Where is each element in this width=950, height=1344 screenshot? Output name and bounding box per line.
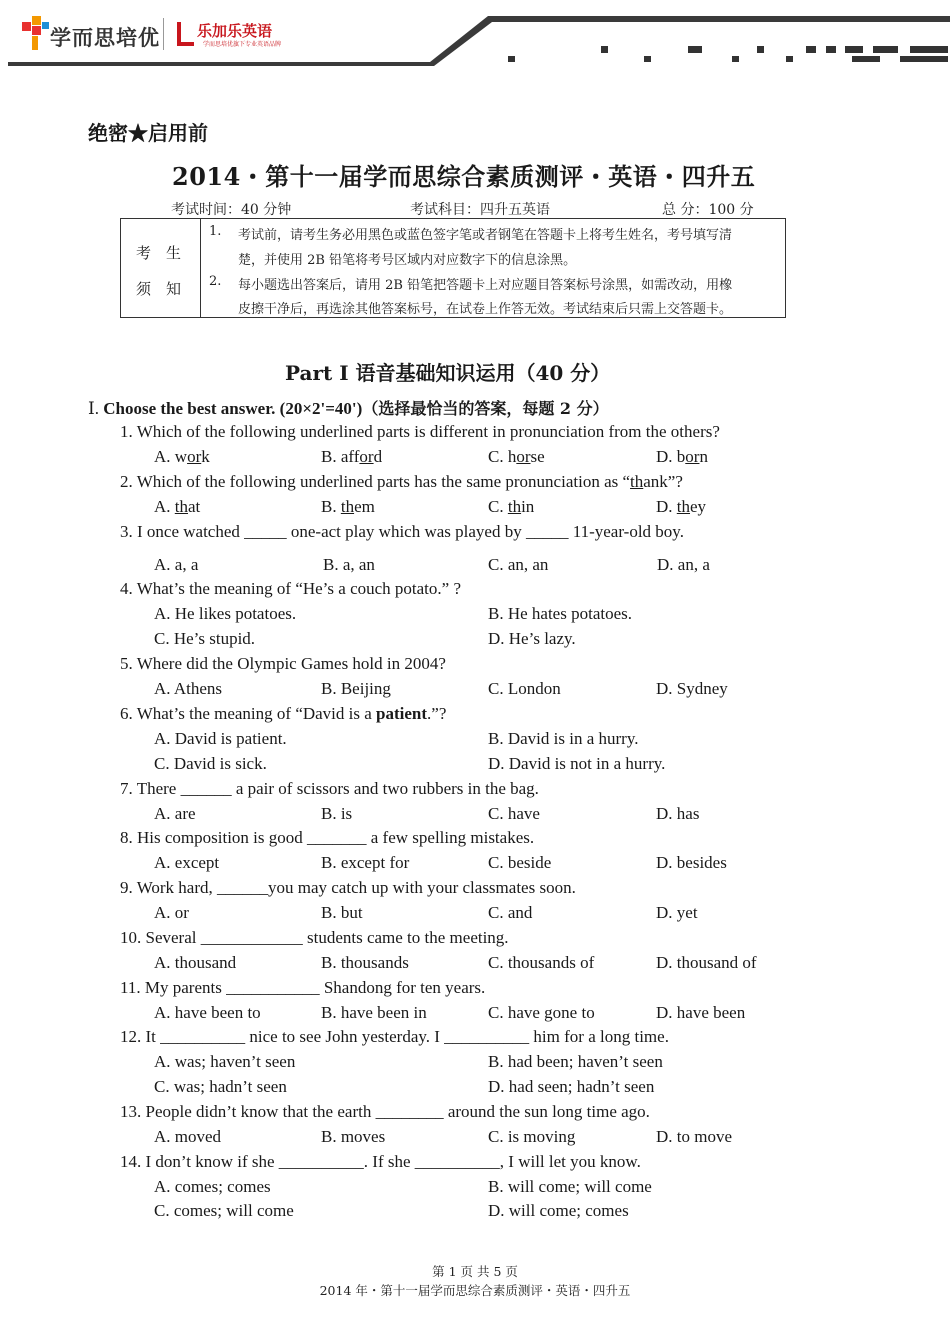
confidential-label: 绝密★启用前 — [88, 121, 208, 145]
footer-title: 2014 年・第十一届学而思综合素质测评・英语・四升五 — [319, 1283, 631, 1298]
question-11-option-d[interactable]: D. have been — [656, 1003, 746, 1022]
notice-item-1-line-1: 考试前，请考生务必用黑色或蓝色签字笔或者钢笔在答题卡上将考生姓名，考号填写清 — [238, 228, 733, 243]
logo-lejiale: 乐加乐英语 — [197, 22, 273, 40]
notice-label-2: 须 知 — [136, 280, 182, 298]
question-2-option-a[interactable]: A. that — [154, 497, 201, 516]
logo-lejiale-subtitle: 学而思培优旗下专业英语品牌 — [203, 41, 282, 48]
question-2-option-b[interactable]: B. them — [321, 497, 375, 516]
question-7-option-b[interactable]: B. is — [321, 804, 353, 823]
header-stripe-decoration — [0, 0, 950, 80]
question-11-option-c[interactable]: C. have gone to — [488, 1003, 595, 1022]
question-6-option-b[interactable]: B. David is in a hurry. — [488, 729, 639, 748]
footer-page-number: 第 1 页 共 5 页 — [432, 1264, 518, 1279]
question-3-option-d[interactable]: D. an, a — [657, 555, 710, 574]
question-14-option-b[interactable]: B. will come; will come — [488, 1177, 652, 1196]
notice-item-1-num: 1. — [209, 224, 222, 239]
question-4-option-a[interactable]: A. He likes potatoes. — [154, 604, 297, 623]
question-5-stem: 5. Where did the Olympic Games hold in 2004? — [120, 654, 446, 673]
question-8-option-a[interactable]: A. except — [154, 853, 220, 872]
question-9-stem: 9. Work hard, ______you may catch up with your classmates soon. — [120, 878, 576, 897]
question-14-stem: 14. I don’t know if she __________. If she __________, I will let you know. — [120, 1152, 641, 1171]
question-6-option-d[interactable]: D. David is not in a hurry. — [488, 754, 666, 773]
question-13-option-a[interactable]: A. moved — [154, 1127, 222, 1146]
question-10-option-a[interactable]: A. thousand — [154, 953, 237, 972]
question-6-option-a[interactable]: A. David is patient. — [154, 729, 287, 748]
exam-total-score: 总 分：100 分 — [662, 202, 754, 218]
question-11-stem: 11. My parents ___________ Shandong for ten years. — [120, 978, 486, 997]
notice-item-2-line-2: 皮擦干净后，再选涂其他答案标号，在试卷上作答无效。考试结束后只需上交答题卡。 — [238, 302, 733, 317]
question-7-stem: 7. There ______ a pair of scissors and two rubbers in the bag. — [120, 779, 539, 798]
question-8-stem: 8. His composition is good _______ a few spelling mistakes. — [120, 828, 535, 847]
question-8-option-d[interactable]: D. besides — [656, 853, 727, 872]
question-9-option-b[interactable]: B. but — [321, 903, 363, 922]
notice-item-2-line-1: 每小题选出答案后，请用 2B 铅笔把答题卡上对应题目答案标号涂黑，如需改动，用橡 — [238, 278, 733, 293]
question-5-option-b[interactable]: B. Beijing — [321, 679, 391, 698]
question-13-option-d[interactable]: D. to move — [656, 1127, 733, 1146]
question-4-option-c[interactable]: C. He’s stupid. — [154, 629, 256, 648]
question-5-option-c[interactable]: C. London — [488, 679, 561, 698]
exam-time: 考试时间：40 分钟 — [171, 202, 292, 218]
notice-label-1: 考 生 — [136, 244, 182, 262]
question-9-option-c[interactable]: C. and — [488, 903, 533, 922]
notice-item-1-line-2: 楚，并使用 2B 铅笔将考号区域内对应数字下的信息涂黑。 — [238, 253, 577, 268]
question-3-option-c[interactable]: C. an, an — [488, 555, 549, 574]
question-5-option-d[interactable]: D. Sydney — [656, 679, 728, 698]
question-10-stem: 10. Several ____________ students came to the meeting. — [120, 928, 509, 947]
question-1-option-a[interactable]: A. work — [154, 447, 210, 466]
question-1-option-c[interactable]: C. horse — [488, 447, 545, 466]
question-7-option-a[interactable]: A. are — [154, 804, 196, 823]
question-11-option-a[interactable]: A. have been to — [154, 1003, 261, 1022]
question-3-stem: 3. I once watched _____ one-act play which was played by _____ 11-year-old boy. — [120, 522, 684, 541]
question-8-option-b[interactable]: B. except for — [321, 853, 410, 872]
question-5-option-a[interactable]: A. Athens — [154, 679, 222, 698]
logo-xueersi: 学而思培优 — [50, 26, 160, 50]
question-12-option-c[interactable]: C. was; hadn’t seen — [154, 1077, 287, 1096]
question-14-option-a[interactable]: A. comes; comes — [154, 1177, 271, 1196]
notice-item-2-num: 2. — [209, 274, 222, 289]
question-1-stem: 1. Which of the following underlined parts is different in pronunciation from the others? — [120, 422, 720, 441]
section-heading — [88, 396, 609, 419]
section-roman: Ⅰ. — [88, 399, 99, 418]
question-14-option-c[interactable]: C. comes; will come — [154, 1201, 294, 1220]
exam-title: 2014・第十一届学而思综合素质测评・英语・四升五 — [172, 162, 756, 191]
question-4-option-d[interactable]: D. He’s lazy. — [488, 629, 576, 648]
candidate-notice-box — [120, 218, 786, 318]
exam-subject: 考试科目：四升五英语 — [410, 202, 550, 218]
question-11-option-b[interactable]: B. have been in — [321, 1003, 427, 1022]
question-3-option-b[interactable]: B. a, an — [323, 555, 375, 574]
question-9-option-d[interactable]: D. yet — [656, 903, 698, 922]
question-13-stem: 13. People didn’t know that the earth ________ around the sun long time ago. — [120, 1102, 650, 1121]
question-12-stem: 12. It __________ nice to see John yesterday. I __________ him for a long time. — [120, 1027, 669, 1046]
question-3-option-a[interactable]: A. a, a — [154, 555, 199, 574]
question-4-option-b[interactable]: B. He hates potatoes. — [488, 604, 632, 623]
question-10-option-c[interactable]: C. thousands of — [488, 953, 595, 972]
question-12-option-b[interactable]: B. had been; haven’t seen — [488, 1052, 663, 1071]
question-8-option-c[interactable]: C. beside — [488, 853, 552, 872]
notice-label-cell — [121, 219, 201, 317]
question-4-stem: 4. What’s the meaning of “He’s a couch potato.” ? — [120, 579, 461, 598]
question-12-option-d[interactable]: D. had seen; hadn’t seen — [488, 1077, 655, 1096]
question-2-option-c[interactable]: C. thin — [488, 497, 535, 516]
question-6-option-c[interactable]: C. David is sick. — [154, 754, 267, 773]
question-14-option-d[interactable]: D. will come; comes — [488, 1201, 629, 1220]
question-1-option-b[interactable]: B. afford — [321, 447, 383, 466]
question-13-option-b[interactable]: B. moves — [321, 1127, 386, 1146]
question-2-option-d[interactable]: D. they — [656, 497, 707, 516]
question-9-option-a[interactable]: A. or — [154, 903, 189, 922]
question-1-option-d[interactable]: D. born — [656, 447, 708, 466]
question-7-option-c[interactable]: C. have — [488, 804, 540, 823]
question-12-option-a[interactable]: A. was; haven’t seen — [154, 1052, 296, 1071]
question-13-option-c[interactable]: C. is moving — [488, 1127, 576, 1146]
page-header — [0, 0, 950, 80]
section-title: Choose the best answer. (20×2'=40') — [103, 399, 363, 418]
question-10-option-b[interactable]: B. thousands — [321, 953, 409, 972]
part-title: Part Ⅰ 语音基础知识运用（40 分） — [285, 361, 611, 385]
question-6-stem: 6. What’s the meaning of “David is a patient.”? — [120, 704, 447, 723]
question-7-option-d[interactable]: D. has — [656, 804, 700, 823]
question-2-stem: 2. Which of the following underlined parts has the same pronunciation as “thank”? — [120, 472, 683, 491]
question-10-option-d[interactable]: D. thousand of — [656, 953, 757, 972]
section-title-cn: （选择最恰当的答案，每题 2 分） — [362, 399, 609, 418]
